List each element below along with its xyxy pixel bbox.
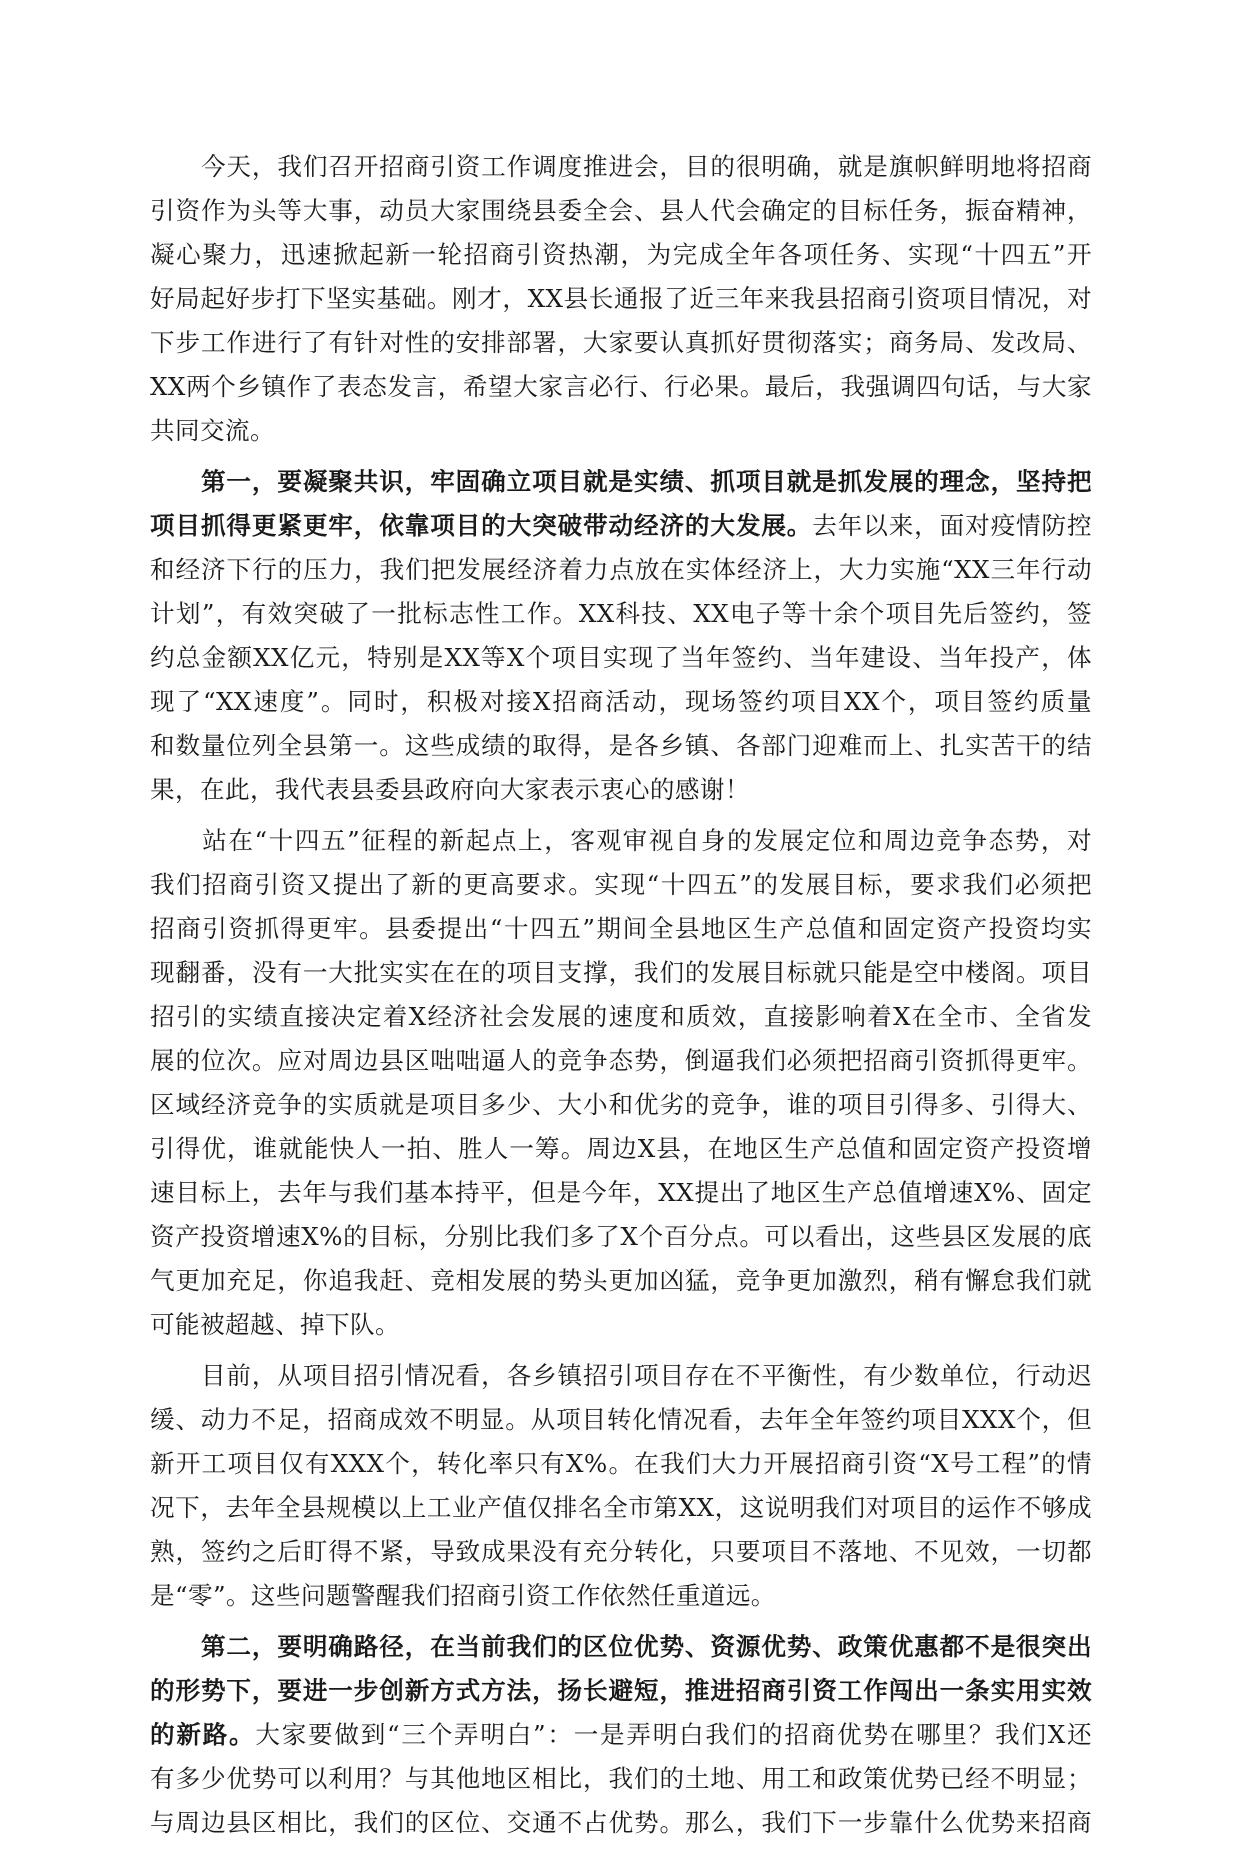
text-line (150, 1625, 1092, 1669)
text-line: XX两个乡镇作了表态发言，希望大家言必行、行必果。最后，我强调四句话，与大家 (150, 372, 1092, 401)
body-text: 与周边县区相比，我们的区位、交通不占优势。那么，我们下一步靠什么优势来招商 (150, 1808, 1092, 1837)
bold-heading-text: 的新路。 (150, 1720, 256, 1749)
text-line: 下步工作进行了有针对性的安排部署，大家要认真抓好贯彻落实；商务局、发改局、 (150, 328, 1092, 357)
body-text: 去年以来，面对疫情防控 (812, 511, 1092, 540)
text-line (150, 768, 1092, 812)
body-text: 约总金额XX亿元，特别是XX等X个项目实现了当年签约、当年建设、当年投产，体 (150, 643, 1092, 672)
text-line (150, 592, 1092, 636)
body-text: 计划”，有效突破了一批标志性工作。XX科技、XX电子等十余个项目先后签约，签 (150, 599, 1092, 628)
text-line: 凝心聚力，迅速掀起新一轮招商引资热潮，为完成全年各项任务、实现“十四五”开 (150, 240, 1092, 269)
text-line (150, 460, 1092, 504)
body-text: 果，在此，我代表县委县政府向大家表示衷心的感谢！ (150, 775, 750, 804)
text-line: 资产投资增速X%的目标，分别比我们多了X个百分点。可以看出，这些县区发展的底 (150, 1222, 1092, 1251)
text-line (150, 1713, 1092, 1757)
text-line: 目前，从项目招引情况看，各乡镇招引项目存在不平衡性，有少数单位，行动迟 (150, 1361, 1092, 1390)
text-line: 站在“十四五”征程的新起点上，客观审视自身的发展定位和周边竞争态势，对 (150, 826, 1092, 855)
document-page (150, 145, 1092, 1852)
text-line (150, 1801, 1092, 1845)
text-line: 新开工项目仅有XXX个，转化率只有X%。在我们大力开展招商引资“X号工程”的情 (150, 1449, 1092, 1478)
text-line (150, 548, 1092, 592)
text-line: 展的位次。应对周边县区咄咄逼人的竞争态势，倒逼我们必须把招商引资抓得更牢。 (150, 1046, 1092, 1075)
text-line: 现翻番，没有一大批实实在在的项目支撑，我们的发展目标就只能是空中楼阁。项目 (150, 958, 1092, 987)
body-text: 有多少优势可以利用？与其他地区相比，我们的土地、用工和政策优势已经不明显； (150, 1764, 1092, 1793)
text-line (150, 724, 1092, 768)
text-line: 熟，签约之后盯得不紧，导致成果没有充分转化，只要项目不落地、不见效，一切都 (150, 1537, 1092, 1566)
text-line: 区域经济竞争的实质就是项目多少、大小和优劣的竞争，谁的项目引得多、引得大、 (150, 1090, 1092, 1119)
text-line: 况下，去年全县规模以上工业产值仅排名全市第XX，这说明我们对项目的运作不够成 (150, 1493, 1092, 1522)
paragraph-point-two (150, 1625, 1092, 1845)
bold-heading-text: 的形势下，要进一步创新方式方法，扬长避短，推进招商引资工作闯出一条实用实效 (150, 1676, 1092, 1705)
text-line (150, 1757, 1092, 1801)
text-line: 速目标上，去年与我们基本持平，但是今年，XX提出了地区生产总值增速X%、固定 (150, 1178, 1092, 1207)
text-line (150, 504, 1092, 548)
body-text: 和经济下行的压力，我们把发展经济着力点放在实体经济上，大力实施“XX三年行动 (150, 555, 1092, 584)
text-line: 缓、动力不足，招商成效不明显。从项目转化情况看，去年全年签约项目XXX个，但 (150, 1405, 1092, 1434)
text-line (150, 636, 1092, 680)
body-text: 和数量位列全县第一。这些成绩的取得，是各乡镇、各部门迎难而上、扎实苦干的结 (150, 731, 1092, 760)
bold-heading-text: 第一，要凝聚共识，牢固确立项目就是实绩、抓项目就是抓发展的理念，坚持把 (150, 467, 1092, 496)
paragraph-point-one (150, 460, 1092, 812)
text-line: 今天，我们召开招商引资工作调度推进会，目的很明确，就是旗帜鲜明地将招商 (150, 152, 1092, 181)
bold-heading-text: 第二，要明确路径，在当前我们的区位优势、资源优势、政策优惠都不是很突出 (150, 1632, 1092, 1661)
text-line: 引资作为头等大事，动员大家围绕县委全会、县人代会确定的目标任务，振奋精神， (150, 196, 1092, 225)
body-text: 大家要做到“三个弄明白”：一是弄明白我们的招商优势在哪里？我们X还 (255, 1720, 1093, 1749)
paragraph-current-situation (150, 1354, 1092, 1618)
paragraph-intro (150, 145, 1092, 453)
text-line: 招引的实绩直接决定着X经济社会发展的速度和质效，直接影响着X在全市、全省发 (150, 1002, 1092, 1031)
text-line (150, 680, 1092, 724)
text-line: 可能被超越、掉下队。 (150, 1310, 400, 1339)
body-text: 现了“XX速度”。同时，积极对接X招商活动，现场签约项目XX个，项目签约质量 (150, 687, 1092, 716)
text-line: 好局起好步打下坚实基础。刚才，XX县长通报了近三年来我县招商引资项目情况，对 (150, 284, 1092, 313)
bold-heading-text: 项目抓得更紧更牢，依靠项目的大突破带动经济的大发展。 (150, 511, 813, 540)
text-line: 是“零”。这些问题警醒我们招商引资工作依然任重道远。 (150, 1581, 776, 1610)
text-line (150, 1669, 1092, 1713)
text-line: 气更加充足，你追我赶、竞相发展的势头更加凶猛，竞争更加激烈，稍有懈怠我们就 (150, 1266, 1092, 1295)
text-line: 招商引资抓得更牢。县委提出“十四五”期间全县地区生产总值和固定资产投资均实 (150, 914, 1092, 943)
text-line: 我们招商引资又提出了新的更高要求。实现“十四五”的发展目标，要求我们必须把 (150, 870, 1092, 899)
text-line: 引得优，谁就能快人一拍、胜人一筹。周边X县，在地区生产总值和固定资产投资增 (150, 1134, 1092, 1163)
paragraph-fourteenth-five-year (150, 819, 1092, 1347)
text-line: 共同交流。 (150, 416, 275, 445)
